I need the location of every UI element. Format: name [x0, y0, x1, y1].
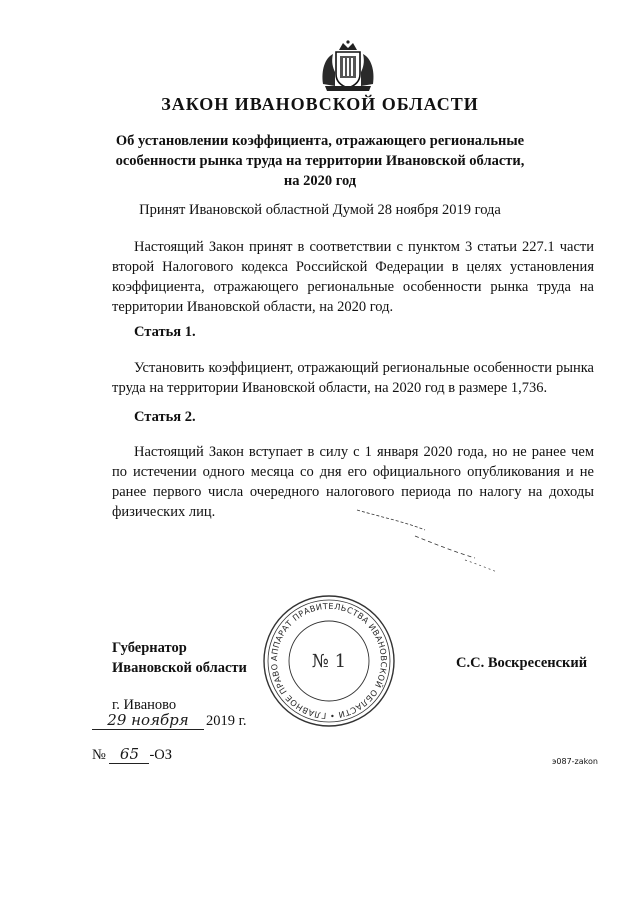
city-label: г. Иваново: [112, 697, 177, 713]
article-1-text: Установить коэффициент, отражающий региональные особенности рынка труда на территории Ивановской области, на 2020 год в размере 1,736.: [112, 360, 594, 396]
date-year: 2019 г.: [206, 713, 247, 729]
signatory-title: [112, 638, 247, 678]
signatory-title-line: Ивановской области: [112, 660, 247, 676]
ink-marks: [355, 500, 505, 580]
handwritten-number: 65: [109, 745, 149, 764]
subtitle-line: Об установлении коэффициента, отражающего региональные: [115, 133, 525, 149]
subtitle-line: особенности рынка труда на территории Ивановской области,: [115, 153, 525, 169]
signing-date: [92, 711, 247, 730]
number-suffix: -ОЗ: [149, 747, 173, 763]
stamp-ring-text: АППАРАТ ПРАВИТЕЛЬСТВА ИВАНОВСКОЙ ОБЛАСТИ • ГЛАВНОЕ ПРАВО: [268, 600, 390, 722]
handwritten-date: 29 ноября: [92, 711, 204, 730]
law-number: [92, 745, 172, 764]
registry-code: э087-zakon: [552, 757, 598, 766]
signatory-name: С.С. Воскресенский: [456, 655, 588, 671]
document-title: ЗАКОН ИВАНОВСКОЙ ОБЛАСТИ: [161, 94, 479, 114]
official-stamp: [261, 593, 397, 729]
adoption-line: Принят Ивановской областной Думой 28 ноября 2019 года: [139, 202, 501, 218]
article-2-heading: Статья 2.: [134, 409, 196, 425]
subtitle-line: на 2020 год: [283, 173, 357, 189]
document-subtitle: [100, 131, 540, 191]
preamble-paragraph: Настоящий Закон принят в соответствии с пунктом 3 статьи 227.1 части второй Налогового кодекса Российской Федерации в целях установления коэффициента, отражающего региональные особенности рынка труда на территории Ивановской области, на 2020 год.: [112, 239, 594, 315]
coat-of-arms-icon: [319, 40, 377, 94]
signatory-title-line: Губернатор: [112, 640, 187, 656]
article-1-heading: Статья 1.: [134, 324, 196, 340]
stamp-center-text: № 1: [311, 651, 347, 672]
number-prefix: №: [92, 747, 106, 763]
article-2-text: Настоящий Закон вступает в силу с 1 января 2020 года, но не ранее чем по истечении одного месяца со дня его официального опубликования и не ранее первого числа очередного налогового периода по налогу на доходы физических лиц.: [112, 444, 594, 520]
